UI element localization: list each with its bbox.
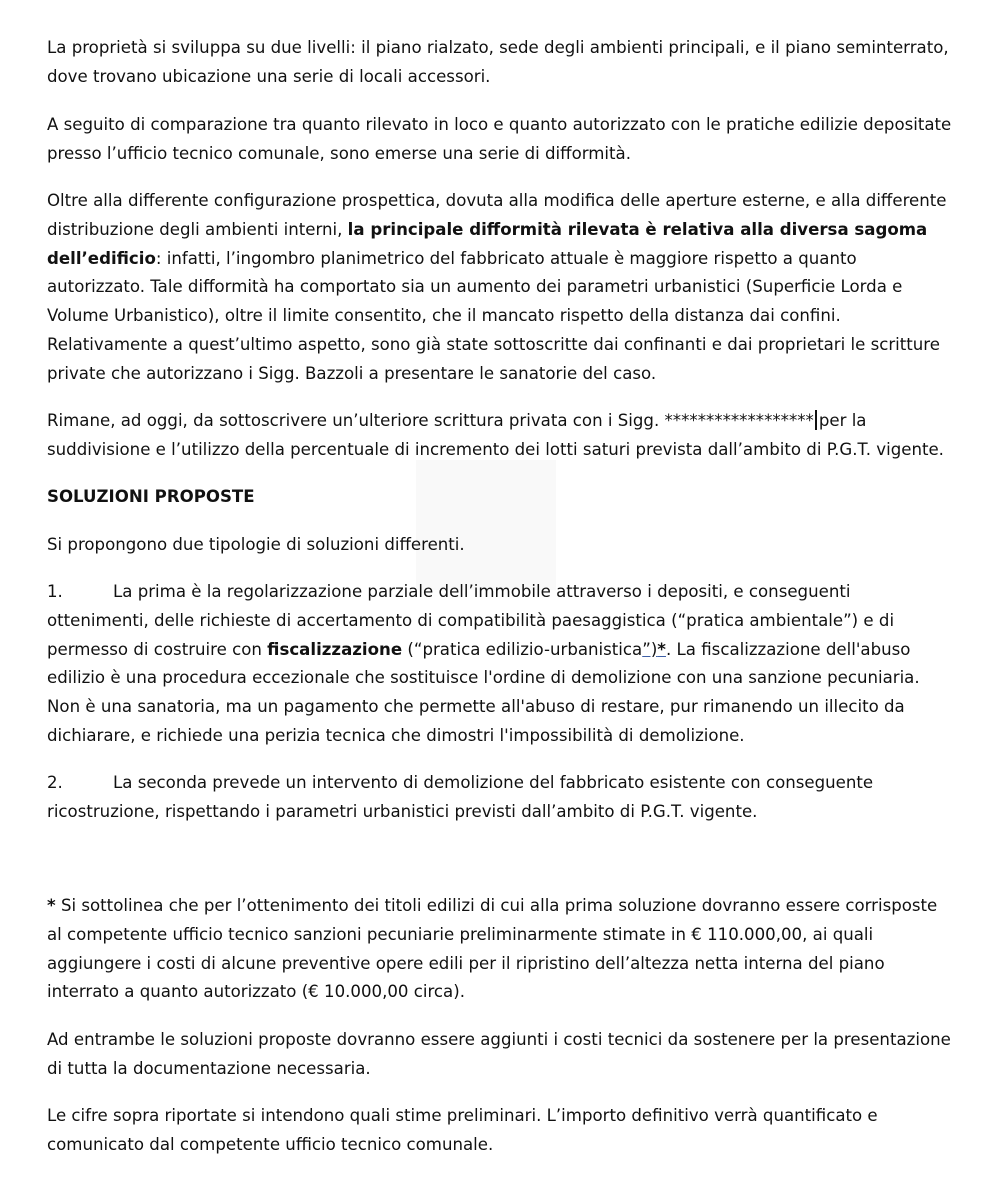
item1-text-b: (“pratica edilizio-urbanistica <box>402 639 643 659</box>
list-item-1 <box>47 578 952 751</box>
footnote-asterisk: * <box>47 896 56 915</box>
heading-text: SOLUZIONI PROPOSTE <box>47 487 255 506</box>
paragraph-private-agreement <box>47 407 952 465</box>
paragraph-solutions-intro: Si propongono due tipologie di soluzioni differenti. <box>47 535 465 554</box>
paragraph-comparison: A seguito di comparazione tra quanto rilevato in loco e quanto autorizzato con le pratiche edilizie depositate presso l’ufficio tecnico comunale, sono emerse una serie di difformità. <box>47 115 952 163</box>
paragraph-differences <box>47 187 952 389</box>
list-number-2: 2. <box>47 773 63 792</box>
paragraph-technical-costs: Ad entrambe le soluzioni proposte dovranno essere aggiunti i costi tecnici da sostenere per la presentazione di tutta la documentazione necessaria. <box>47 1030 951 1078</box>
text-cursor <box>815 410 817 430</box>
item1-text-a: La prima è la regolarizzazione parziale dell’immobile attraverso i depositi, e conseguenti ottenimenti, delle richieste di accertamento di compatibilità paesaggistica (“pratica ambientale”) e di permesso di costruire con <box>47 582 895 659</box>
item1-underlined: ”) <box>642 639 658 659</box>
item1-bold: fiscalizzazione <box>267 639 403 659</box>
paragraph-levels: La proprietà si sviluppa su due livelli: il piano rialzato, sede degli ambienti principali, e il piano seminterrato, dove trovano ubicazione una serie di locali accessori. <box>47 38 949 86</box>
list-number-1: 1. <box>47 582 63 601</box>
watermark-smudge <box>416 460 556 590</box>
differences-bold: la principale difformità rilevata è relativa alla diversa sagoma dell’edificio <box>47 219 928 268</box>
agreement-start: Rimane, ad oggi, da sottoscrivere un’ulteriore scrittura privata con i Sigg. ****************** <box>47 411 814 430</box>
item1-asterisk: * <box>657 639 666 659</box>
footnote <box>47 892 952 1007</box>
list-item-2 <box>47 769 952 827</box>
section-heading <box>47 483 952 512</box>
paragraph-estimates: Le cifre sopra riportate si intendono quali stime preliminari. L’importo definitivo verrà quantificato e comunicato dal competente ufficio tecnico comunale. <box>47 1106 878 1154</box>
item1-text-c: . La fiscalizzazione dell'abuso edilizio è una procedura eccezionale che sostituisce l'ordine di demolizione con una sanzione pecuniaria. Non è una sanatoria, ma un pagamento che permette all'abuso di restare, pur rimanendo un illecito da dichiarare, e richiede una perizia tecnica che dimostri l'impossibilità di demolizione. <box>47 639 920 745</box>
differences-intro: Oltre alla differente configurazione prospettica, dovuta alla modifica delle aperture esterne, e alla differente distribuzione degli ambienti interni, <box>47 191 947 239</box>
footnote-text: Si sottolinea che per l’ottenimento dei titoli edilizi di cui alla prima soluzione dovranno essere corrisposte al competente ufficio tecnico sanzioni pecuniarie preliminarmente stimate in € 110.000,00, ai quali aggiungere i costi di alcune preventive opere edili per il ripristino dell’altezza netta interna del piano interrato a quanto autorizzato (€ 10.000,00 circa). <box>47 896 938 1002</box>
differences-rest: : infatti, l’ingombro planimetrico del fabbricato attuale è maggiore rispetto a quanto autorizzato. Tale difformità ha comportato sia un aumento dei parametri urbanistici (Superficie Lorda e Volume Urbanistico), oltre il limite consentito, che il mancato rispetto della distanza dai confini. Relativamente a quest’ultimo aspetto, sono già state sottoscritte dai confinanti e dai proprietari le scritture private che autorizzano i Sigg. Bazzoli a presentare le sanatorie del caso. <box>47 248 940 383</box>
item2-text: La seconda prevede un intervento di demolizione del fabbricato esistente con conseguente ricostruzione, rispettando i parametri urbanistici previsti dall’ambito di P.G.T. vigente. <box>47 773 874 821</box>
agreement-end: per la suddivisione e l’utilizzo della percentuale di incremento dei lotti saturi prevista dall’ambito di P.G.T. vigente. <box>47 411 944 459</box>
